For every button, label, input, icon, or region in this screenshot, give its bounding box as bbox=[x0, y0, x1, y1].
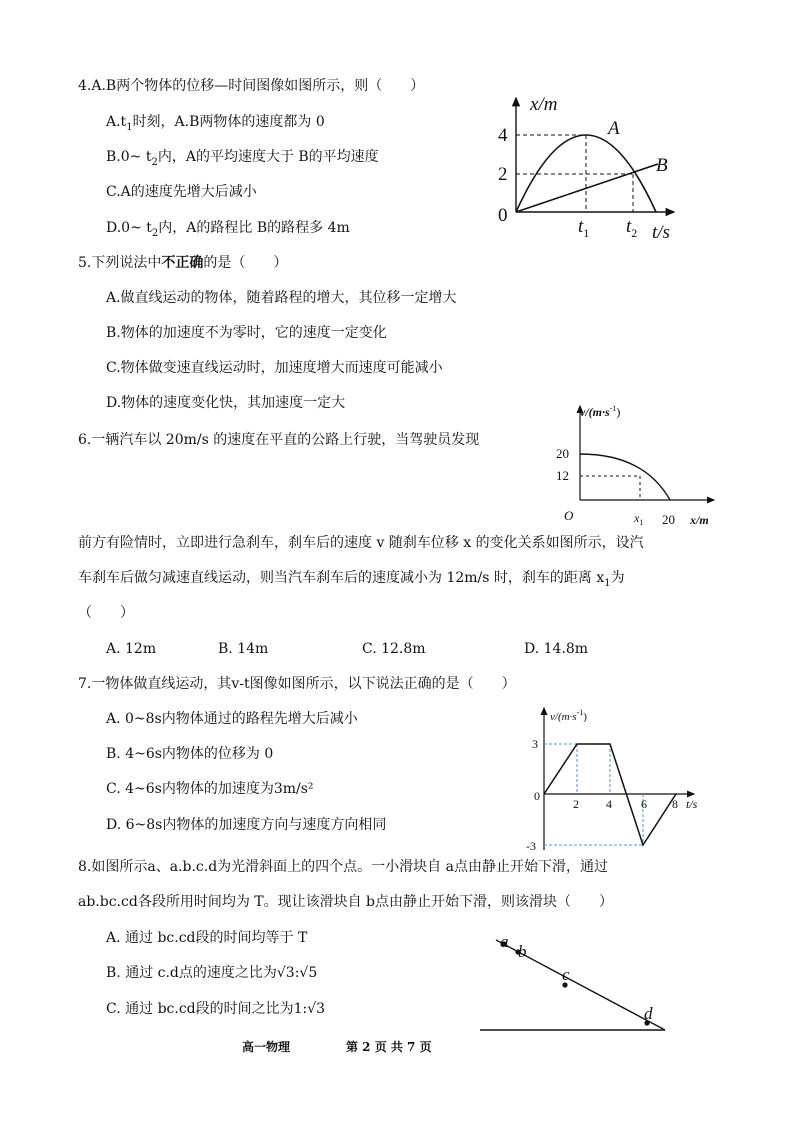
q8-label-d: d bbox=[644, 1004, 653, 1023]
q4-x-label: t/s bbox=[652, 222, 670, 243]
q5-option-c: C.物体做变速直线运动时，加速度增大而速度可能减小 bbox=[106, 360, 443, 376]
q7-x-tick-2: 2 bbox=[573, 797, 579, 811]
q8-stem-line1: 8.如图所示a、a.b.c.d为光滑斜面上的四个点。一小滑块自 a点由静止开始下滑，通过 bbox=[78, 859, 608, 875]
q4-option-b: B.0~ $t_2$内，A的平均速度大于 B的平均速度 bbox=[106, 149, 379, 168]
q6-origin-label: O bbox=[564, 508, 574, 523]
q4-label-a: A bbox=[608, 118, 620, 139]
q4-y-tick-2: 2 bbox=[498, 164, 508, 185]
q6-vx-graph bbox=[548, 400, 728, 530]
q8-label-a: a bbox=[500, 932, 509, 951]
q8-option-b: B. 通过 c.d点的速度之比为√3:√5 bbox=[106, 965, 318, 981]
q6-option-b: B. 14m bbox=[218, 641, 269, 657]
q7-x-tick-8: 8 bbox=[672, 797, 678, 811]
q6-curve bbox=[580, 454, 670, 500]
q7-x-tick-6: 6 bbox=[641, 797, 647, 811]
q6-y-tick-12: 12 bbox=[556, 468, 569, 483]
q6-option-a: A. 12m bbox=[106, 641, 157, 657]
q4-origin-label: 0 bbox=[498, 205, 508, 226]
q6-x1-label: $x_1$ bbox=[634, 511, 644, 527]
q4-option-d: D.0~ $t_2$内，A的路程比 B的路程多 4m bbox=[106, 220, 350, 239]
q6-option-c: C. 12.8m bbox=[362, 641, 426, 657]
q7-origin-label: 0 bbox=[534, 789, 540, 803]
q4-t2-label: $t_2$ bbox=[626, 216, 638, 240]
q4-t1-label: $t_1$ bbox=[578, 216, 590, 240]
q4-y-tick-4: 4 bbox=[498, 125, 508, 146]
q8-label-c: c bbox=[562, 965, 570, 984]
q7-y-label: $v/(m\cdot s^{-1})$ bbox=[550, 708, 587, 723]
q6-stem-line1: 6.一辆汽车以 20m/s 的速度在平直的公路上行驶，当驾驶员发现 bbox=[78, 432, 480, 448]
q6-x-label: x/m bbox=[690, 513, 709, 527]
q7-y-tick-neg: -3 bbox=[526, 839, 536, 853]
footer-page-number: 第 2 页 共 7 页 bbox=[346, 1040, 432, 1054]
q6-x-end-label: 20 bbox=[662, 512, 675, 527]
q6-y-label: $v/(m\cdot s^{-1})$ bbox=[580, 404, 621, 419]
q4-option-a: $A.t_1$时刻，A.B两物体的速度都为 0 bbox=[106, 114, 325, 133]
q8-option-a: A. 通过 bc.cd段的时间均等于 T bbox=[106, 930, 308, 946]
q4-xt-graph bbox=[490, 92, 690, 244]
q6-stem-line2: 前方有险情时，立即进行急刹车，刹车后的速度 v 随刹车位移 x 的变化关系如图所示，设汽 bbox=[78, 535, 644, 551]
footer-subject: 高一物理 bbox=[242, 1040, 291, 1054]
q4-stem: 4.A.B两个物体的位移—时间图像如图所示，则（ ） bbox=[78, 78, 425, 94]
q6-stem-line3: 车刹车后做匀减速直线运动，则当汽车刹车后的速度减小为 12m/s 时，刹车的距离 $x_1$为 bbox=[78, 570, 625, 589]
q7-vt-graph bbox=[522, 702, 712, 854]
q7-option-c: C. 4~6s内物体的加速度为3m/s² bbox=[106, 781, 314, 797]
q4-label-b: B bbox=[656, 155, 668, 176]
q7-option-a: A. 0~8s内物体通过的路程先增大后减小 bbox=[106, 711, 358, 727]
q8-incline-diagram bbox=[470, 925, 680, 1035]
q8-stem-line2: ab.bc.cd各段所用时间均为 T。现让该滑块自 b点由静止开始下滑，则该滑块（ ） bbox=[78, 894, 614, 910]
q4-option-c: C.A的速度先增大后减小 bbox=[106, 184, 257, 200]
q7-y-tick-pos: 3 bbox=[532, 737, 538, 751]
q6-y-tick-20: 20 bbox=[556, 446, 569, 461]
q5-option-b: B.物体的加速度不为零时，它的速度一定变化 bbox=[106, 325, 387, 341]
q6-stem-line4: （ ） bbox=[78, 605, 134, 621]
q7-x-tick-4: 4 bbox=[606, 797, 612, 811]
q5-stem: 5.下列说法中不正确的是（ ） bbox=[78, 255, 288, 271]
q8-label-b: b bbox=[518, 942, 527, 961]
q4-y-label: x/m bbox=[530, 94, 558, 115]
q7-option-d: D. 6~8s内物体的加速度方向与速度方向相同 bbox=[106, 817, 387, 833]
q6-option-d: D. 14.8m bbox=[524, 641, 589, 657]
q5-option-d: D.物体的速度变化快，其加速度一定大 bbox=[106, 395, 346, 411]
q7-option-b: B. 4~6s内物体的位移为 0 bbox=[106, 746, 274, 762]
q5-option-a: A.做直线运动的物体，随着路程的增大，其位移一定增大 bbox=[106, 290, 457, 306]
q7-stem: 7.一物体做直线运动，其v-t图像如图所示，以下说法正确的是（ ） bbox=[78, 676, 516, 692]
q8-option-c: C. 通过 bc.cd段的时间之比为1:√3 bbox=[106, 1001, 326, 1017]
q7-x-label: t/s bbox=[686, 797, 698, 811]
